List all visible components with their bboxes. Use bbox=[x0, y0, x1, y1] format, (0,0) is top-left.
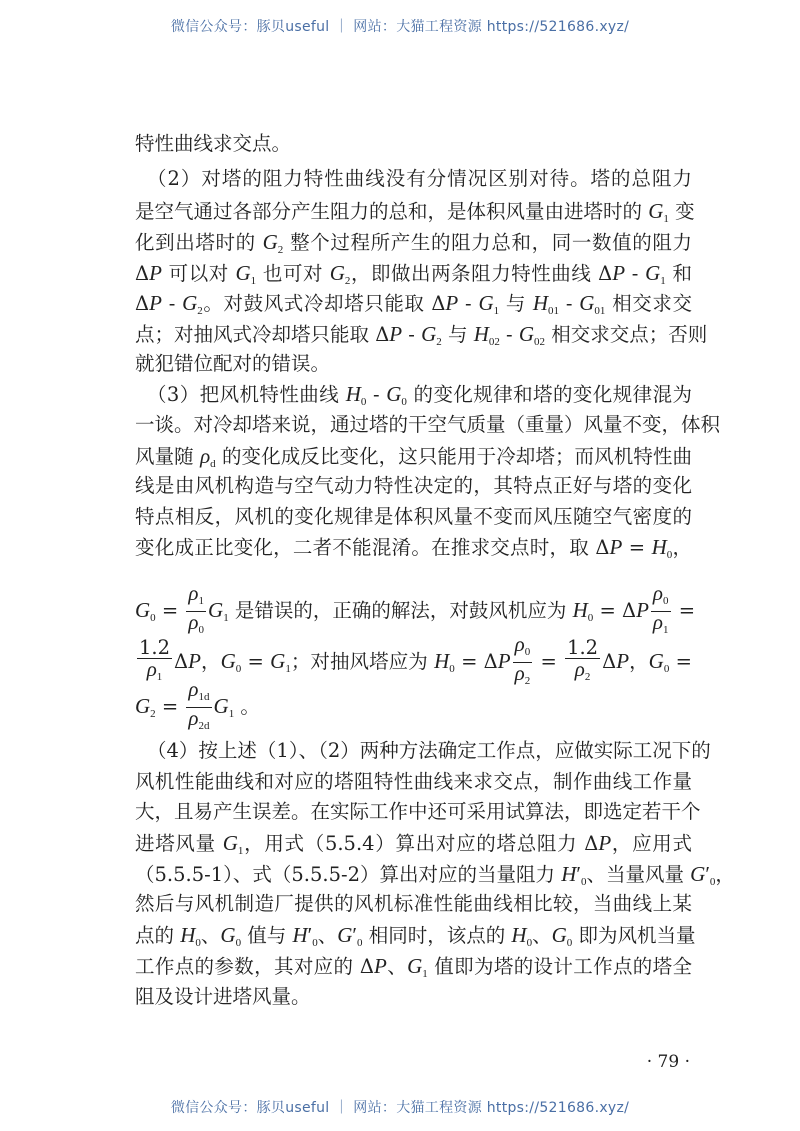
variable-symbol: H bbox=[345, 382, 361, 406]
math-variable bbox=[519, 322, 545, 346]
variable-symbol: G bbox=[337, 923, 353, 947]
fraction-numerator bbox=[186, 583, 206, 612]
text-run: - bbox=[625, 262, 646, 285]
text-run: 风机性能曲线和对应的塔阻特性曲线来求交点，制作曲线工作量 bbox=[135, 770, 692, 793]
text-line bbox=[135, 953, 692, 979]
variable-symbol: P bbox=[612, 261, 626, 285]
text-run: ，即做出两条阻力特性曲线 Δ bbox=[350, 262, 613, 285]
text-run: ，应用式 bbox=[611, 832, 692, 855]
text-run: - bbox=[458, 292, 479, 315]
page-number: · 79 · bbox=[646, 1052, 690, 1072]
text-line bbox=[135, 260, 692, 286]
variable-symbol: H bbox=[532, 291, 549, 315]
text-run: ， bbox=[629, 650, 649, 673]
variable-subscript: 1 bbox=[228, 708, 235, 720]
text-run: 进塔风量 bbox=[135, 832, 223, 855]
variable-symbol: P bbox=[149, 261, 162, 285]
variable-symbol: ρ bbox=[574, 657, 585, 681]
variable-symbol: G bbox=[135, 694, 151, 718]
variable-symbol: P bbox=[374, 954, 387, 978]
math-variable bbox=[389, 322, 402, 346]
variable-symbol: ρ bbox=[200, 444, 211, 468]
variable-subscript: 1 bbox=[663, 624, 669, 636]
math-variable bbox=[478, 291, 499, 315]
variable-symbol: P bbox=[616, 649, 630, 673]
variable-symbol: G bbox=[407, 954, 423, 978]
math-variable bbox=[330, 261, 351, 285]
text-run: （3）把风机特性曲线 bbox=[147, 383, 346, 406]
text-run: （2）对塔的阻力特性曲线没有分情况区别对待。塔的总阻力 bbox=[147, 167, 692, 190]
variable-symbol: P bbox=[497, 649, 511, 673]
math-variable bbox=[220, 923, 241, 947]
variable-symbol: H bbox=[651, 535, 667, 559]
variable-symbol: H bbox=[511, 923, 527, 947]
text-run: 的变化规律和塔的变化规律混为 bbox=[406, 383, 692, 406]
text-line bbox=[135, 632, 692, 687]
text-line bbox=[135, 131, 692, 157]
variable-symbol: ρ bbox=[188, 610, 199, 634]
variable-subscript: 2d bbox=[198, 720, 210, 732]
math-variable bbox=[188, 706, 209, 730]
variable-subscript: 2 bbox=[584, 671, 591, 683]
variable-subscript: 0 bbox=[235, 937, 242, 949]
math-variable bbox=[653, 581, 669, 605]
math-variable bbox=[270, 649, 291, 673]
variable-symbol: ρ bbox=[188, 706, 199, 730]
text-line bbox=[135, 351, 692, 377]
variable-subscript: 2 bbox=[344, 275, 351, 287]
math-variable bbox=[552, 923, 573, 947]
math-variable bbox=[648, 199, 669, 223]
variable-symbol: P bbox=[188, 649, 201, 673]
variable-subscript: 0 bbox=[580, 876, 587, 888]
prime-mark: ′ bbox=[307, 923, 313, 947]
math-variable bbox=[188, 649, 201, 673]
variable-symbol: G bbox=[518, 322, 535, 346]
text-run: 、 bbox=[532, 924, 552, 947]
math-variable bbox=[498, 649, 511, 673]
variable-subscript: 0 bbox=[360, 396, 367, 408]
variable-subscript: 0 bbox=[666, 549, 673, 561]
variable-symbol: H bbox=[292, 923, 308, 947]
variable-subscript: 1 bbox=[223, 612, 229, 624]
math-variable bbox=[598, 831, 611, 855]
fraction bbox=[186, 679, 211, 736]
math-variable bbox=[135, 598, 156, 622]
variable-subscript: 1 bbox=[198, 595, 205, 607]
text-run: 变 bbox=[668, 200, 695, 223]
fraction-numerator bbox=[565, 638, 600, 659]
math-variable bbox=[575, 657, 591, 681]
text-run: （5.5.5-1）、式（5.5.5-2）算出对应的当量阻力 bbox=[135, 863, 562, 886]
variable-symbol: G bbox=[579, 291, 595, 315]
variable-symbol: ρ bbox=[652, 581, 664, 605]
text-run: 与 bbox=[441, 323, 474, 346]
variable-symbol: ρ bbox=[514, 661, 525, 685]
variable-subscript: 0 bbox=[709, 876, 716, 888]
math-variable bbox=[421, 322, 442, 346]
variable-symbol: G bbox=[645, 261, 661, 285]
text-line bbox=[135, 799, 701, 825]
variable-subscript: 02 bbox=[534, 336, 546, 348]
fraction-denominator bbox=[188, 708, 209, 736]
variable-symbol: G bbox=[386, 382, 402, 406]
text-run: = Δ bbox=[593, 599, 637, 622]
variable-subscript: 2 bbox=[150, 708, 156, 720]
text-run: 点；对抽风式冷却塔只能取 Δ bbox=[135, 323, 390, 346]
text-line bbox=[135, 229, 692, 255]
math-variable bbox=[533, 291, 559, 315]
variable-symbol: P bbox=[609, 535, 623, 559]
text-run: 、当量风量 bbox=[586, 863, 691, 886]
text-run: 是错误的，正确的解法，对鼓风机应为 bbox=[228, 599, 573, 622]
text-line bbox=[135, 473, 692, 499]
math-variable bbox=[616, 649, 629, 673]
variable-symbol: ρ bbox=[188, 677, 199, 701]
text-run: ，用式（5.5.4）算出对应的塔总阻力 Δ bbox=[243, 832, 599, 855]
variable-subscript: 01 bbox=[548, 305, 560, 317]
variable-subscript: 0 bbox=[401, 396, 407, 408]
variable-subscript: 02 bbox=[488, 336, 500, 348]
text-run: = Δ bbox=[454, 650, 498, 673]
math-variable bbox=[579, 291, 605, 315]
math-variable bbox=[180, 923, 201, 947]
variable-subscript: 1 bbox=[422, 968, 428, 980]
variable-subscript: 1 bbox=[156, 671, 163, 683]
text-run: 值即为塔的设计工作点的塔全 bbox=[427, 955, 693, 978]
text-run: 。对鼓风式冷却塔只能取 Δ bbox=[202, 292, 446, 315]
variable-symbol: H bbox=[473, 322, 489, 346]
text-line bbox=[135, 581, 696, 636]
text-line bbox=[135, 166, 692, 192]
text-run: - bbox=[499, 323, 519, 346]
fraction-numerator bbox=[651, 583, 671, 612]
text-run: 就犯错位配对的错误。 bbox=[135, 352, 331, 375]
text-line bbox=[135, 984, 692, 1010]
math-variable bbox=[188, 610, 204, 634]
variable-symbol: G bbox=[551, 923, 567, 947]
header-watermark: 微信公众号：豚贝useful ｜ 网站：大猫工程资源 https://521686.xyz/ bbox=[170, 19, 630, 35]
variable-symbol: G bbox=[329, 261, 345, 285]
math-variable bbox=[346, 382, 367, 406]
text-line bbox=[135, 738, 711, 764]
text-run: 特点相反，风机的变化规律是体积风量不变而风压随空气密度的 bbox=[135, 505, 692, 528]
variable-subscript: 0 bbox=[357, 937, 363, 949]
variable-subscript: 0 bbox=[312, 937, 318, 949]
variable-subscript: 1 bbox=[285, 663, 291, 675]
footer-watermark: 微信公众号：豚贝useful ｜ 网站：大猫工程资源 https://521686.xyz/ bbox=[170, 1100, 630, 1116]
text-run: 也可对 bbox=[256, 262, 330, 285]
variable-symbol: P bbox=[598, 831, 612, 855]
variable-symbol: G bbox=[220, 923, 236, 947]
text-run: 的变化成反比变化，这只能用于冷却塔；而风机特性曲 bbox=[215, 445, 692, 468]
text-run: 、 bbox=[200, 924, 221, 947]
text-run: = bbox=[534, 650, 564, 673]
prime-mark: ′ bbox=[576, 862, 581, 886]
variable-symbol: G bbox=[648, 649, 664, 673]
math-variable bbox=[263, 230, 284, 254]
math-variable bbox=[188, 677, 209, 701]
text-run: 和 bbox=[665, 262, 692, 285]
text-line bbox=[135, 534, 692, 560]
variable-subscript: 0 bbox=[235, 663, 242, 675]
variable-subscript: 1 bbox=[663, 213, 669, 225]
math-variable bbox=[182, 291, 203, 315]
variable-symbol: G bbox=[135, 598, 151, 622]
variable-subscript: 0 bbox=[195, 937, 201, 949]
math-variable bbox=[434, 649, 455, 673]
text-run: = bbox=[672, 599, 696, 622]
variable-symbol: ρ bbox=[652, 610, 664, 634]
fraction bbox=[186, 583, 206, 640]
variable-symbol: G bbox=[690, 862, 706, 886]
variable-symbol: P bbox=[149, 291, 162, 315]
variable-symbol: P bbox=[636, 598, 649, 622]
math-variable bbox=[690, 862, 715, 886]
text-run: 阻及设计进塔风量。 bbox=[135, 985, 311, 1008]
text-run: 相同时，该点的 bbox=[362, 924, 512, 947]
text-line bbox=[135, 290, 692, 316]
variable-symbol: G bbox=[220, 649, 236, 673]
math-variable bbox=[200, 444, 216, 468]
math-variable bbox=[147, 657, 163, 681]
variable-subscript: 0 bbox=[663, 595, 669, 607]
math-variable bbox=[337, 923, 362, 947]
text-run: Δ bbox=[135, 292, 150, 315]
math-variable bbox=[221, 649, 242, 673]
fraction-numerator bbox=[186, 679, 211, 708]
text-run: = bbox=[669, 650, 692, 673]
variable-symbol: G bbox=[262, 230, 278, 254]
math-variable bbox=[561, 862, 586, 886]
text-line bbox=[135, 381, 692, 407]
variable-subscript: 1 bbox=[237, 845, 244, 857]
variable-symbol: G bbox=[421, 322, 437, 346]
text-run: - bbox=[161, 292, 183, 315]
text-run: - bbox=[366, 383, 387, 406]
variable-subscript: 1 bbox=[660, 275, 666, 287]
text-run: = bbox=[241, 650, 271, 673]
math-variable bbox=[636, 598, 649, 622]
text-run: = bbox=[155, 599, 185, 622]
text-run: 线是由风机构造与空气动力特性决定的，其特点正好与塔的变化 bbox=[135, 474, 692, 497]
text-run: Δ bbox=[135, 262, 150, 285]
text-run: 值与 bbox=[241, 924, 293, 947]
text-run: 、 bbox=[386, 955, 408, 978]
text-run: 风量随 bbox=[135, 445, 201, 468]
text-run: 与 bbox=[499, 292, 533, 315]
variable-symbol: H bbox=[434, 649, 450, 673]
text-line bbox=[135, 677, 692, 732]
variable-subscript: 0 bbox=[566, 937, 573, 949]
variable-symbol: G bbox=[222, 831, 238, 855]
variable-subscript: 0 bbox=[587, 612, 594, 624]
text-run: 是空气通过各部分产生阻力的总和，是体积风量由进塔时的 bbox=[135, 200, 649, 223]
variable-subscript: 0 bbox=[663, 663, 670, 675]
variable-subscript: d bbox=[210, 458, 216, 470]
prime-mark: ′ bbox=[352, 923, 358, 947]
math-variable bbox=[652, 535, 673, 559]
text-run: 化到出塔时的 bbox=[135, 231, 263, 254]
variable-symbol: G bbox=[208, 598, 224, 622]
text-run: 相交求交 bbox=[605, 292, 693, 315]
text-line bbox=[135, 891, 692, 917]
text-line bbox=[135, 321, 708, 348]
math-variable bbox=[135, 694, 156, 718]
variable-subscript: 0 bbox=[526, 937, 533, 949]
math-variable bbox=[236, 261, 257, 285]
variable-subscript: 1 bbox=[250, 275, 257, 287]
math-variable bbox=[649, 649, 670, 673]
text-run: 。 bbox=[234, 695, 260, 718]
text-line bbox=[135, 922, 696, 949]
math-variable bbox=[645, 261, 666, 285]
math-variable bbox=[188, 581, 204, 605]
variable-symbol: ρ bbox=[188, 581, 199, 605]
variable-symbol: P bbox=[389, 322, 403, 346]
text-run: Δ bbox=[602, 650, 617, 673]
variable-subscript: 2 bbox=[277, 244, 284, 256]
fraction-numerator bbox=[137, 638, 172, 659]
variable-symbol: G bbox=[182, 291, 198, 315]
prime-mark: ′ bbox=[705, 862, 710, 886]
text-run: 相交求交点；否则 bbox=[545, 323, 708, 346]
math-variable bbox=[653, 610, 669, 634]
variable-subscript: 2 bbox=[436, 336, 442, 348]
variable-symbol: G bbox=[270, 649, 286, 673]
text-run: = bbox=[155, 695, 185, 718]
text-line bbox=[135, 861, 735, 888]
text-run: ， bbox=[200, 650, 221, 673]
text-run: - bbox=[559, 292, 580, 315]
text-line bbox=[135, 198, 695, 225]
text-run: - bbox=[402, 323, 422, 346]
text-run: ；对抽风塔应为 bbox=[290, 650, 435, 673]
text-run: 1.2 bbox=[139, 636, 171, 659]
math-variable bbox=[208, 598, 229, 622]
variable-symbol: H bbox=[572, 598, 588, 622]
text-run: ， bbox=[672, 536, 692, 559]
variable-subscript: 01 bbox=[594, 305, 606, 317]
variable-symbol: H bbox=[180, 923, 196, 947]
variable-subscript: 0 bbox=[198, 624, 205, 636]
text-run: 1.2 bbox=[567, 636, 599, 659]
variable-symbol: G bbox=[478, 291, 494, 315]
math-variable bbox=[474, 322, 500, 346]
variable-subscript: 1 bbox=[493, 305, 500, 317]
text-run: 整个过程所产生的阻力总和，同一数值的阻力 bbox=[283, 231, 692, 254]
text-run: 、 bbox=[317, 924, 338, 947]
math-variable bbox=[149, 291, 162, 315]
text-line bbox=[135, 443, 692, 469]
math-variable bbox=[445, 291, 458, 315]
text-run: = bbox=[622, 536, 652, 559]
text-line bbox=[135, 412, 721, 438]
text-run: 可以对 bbox=[161, 262, 236, 285]
text-run: 工作点的参数，其对应的 Δ bbox=[135, 955, 375, 978]
variable-subscript: 2 bbox=[524, 675, 531, 687]
text-run: 变化成正比变化，二者不能混淆。在推求交点时，取 Δ bbox=[135, 536, 610, 559]
variable-subscript: 0 bbox=[150, 612, 156, 624]
math-variable bbox=[386, 382, 407, 406]
variable-symbol: ρ bbox=[146, 657, 157, 681]
text-run: 即为风机当量 bbox=[572, 924, 696, 947]
variable-symbol: G bbox=[235, 261, 251, 285]
math-variable bbox=[374, 954, 387, 978]
variable-symbol: G bbox=[648, 199, 664, 223]
text-run: 点的 bbox=[135, 924, 181, 947]
math-variable bbox=[610, 535, 623, 559]
variable-symbol: ρ bbox=[514, 632, 525, 656]
math-variable bbox=[612, 261, 625, 285]
text-line bbox=[135, 769, 692, 795]
fraction bbox=[651, 583, 671, 640]
text-run: 一谈。对冷却塔来说，通过塔的干空气质量（重量）风量不变，体积 bbox=[135, 413, 721, 436]
variable-subscript: 0 bbox=[524, 646, 531, 658]
fraction-numerator bbox=[513, 634, 533, 663]
variable-subscript: 2 bbox=[197, 305, 203, 317]
text-run: 然后与风机制造厂提供的风机标准性能曲线相比较，当曲线上某 bbox=[135, 892, 692, 915]
text-line bbox=[135, 504, 692, 530]
text-run: 特性曲线求交点。 bbox=[135, 132, 292, 155]
math-variable bbox=[214, 694, 235, 718]
math-variable bbox=[515, 632, 531, 656]
math-variable bbox=[292, 923, 317, 947]
text-run: （4）按上述（1）、（2）两种方法确定工作点，应做实际工况下的 bbox=[147, 739, 711, 762]
math-variable bbox=[223, 831, 244, 855]
variable-subscript: 1d bbox=[198, 691, 210, 703]
text-run: ， bbox=[715, 863, 735, 886]
math-variable bbox=[149, 261, 162, 285]
text-run: Δ bbox=[174, 650, 189, 673]
text-run: 大，且易产生误差。在实际工作中还可采用试算法，即选定若干个 bbox=[135, 800, 701, 823]
variable-symbol: P bbox=[445, 291, 459, 315]
variable-symbol: H bbox=[561, 862, 577, 886]
math-variable bbox=[573, 598, 594, 622]
variable-symbol: G bbox=[213, 694, 229, 718]
math-variable bbox=[407, 954, 428, 978]
math-variable bbox=[511, 923, 532, 947]
text-line bbox=[135, 830, 692, 856]
variable-subscript: 0 bbox=[449, 663, 455, 675]
